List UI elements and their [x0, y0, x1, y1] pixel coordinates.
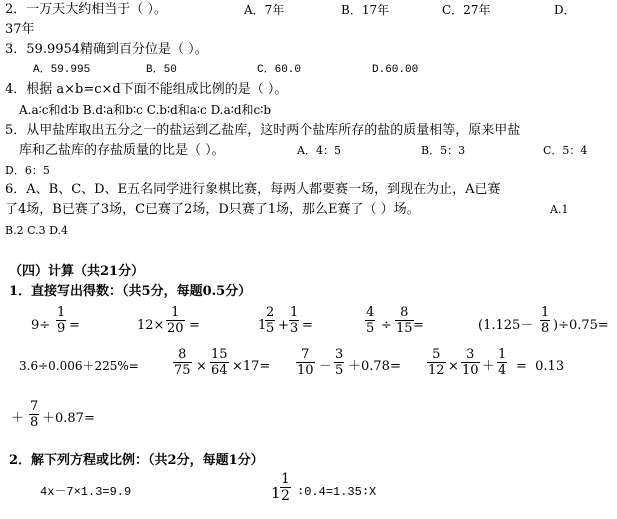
e9-den2: 10 [462, 363, 479, 378]
e4-fraction2 [395, 306, 414, 335]
e9-num1: 5 [432, 347, 441, 362]
e3-den2: 3 [290, 321, 299, 336]
e7-post: ×17= [232, 359, 271, 374]
e9-den3: 4 [498, 363, 507, 378]
eq2-den: 2 [281, 488, 290, 504]
e8-den2: 5 [335, 363, 344, 378]
e1-den: 9 [57, 321, 66, 336]
e4-num1: 4 [366, 305, 375, 320]
calc-e6: 3.6÷0.006＋225%= [19, 359, 139, 373]
e10-den: 8 [30, 415, 39, 430]
e7-den2: 64 [211, 363, 228, 378]
e3-den1: 5 [266, 321, 275, 336]
e7-fraction2 [210, 348, 229, 377]
q6-options-bcd: B.2 C.3 D.4 [5, 224, 69, 237]
e7-num2: 15 [211, 347, 228, 362]
q6-line1: 6．A、B、C、D、E五名同学进行象棋比赛，每两人都要赛一场，到现在为止，A已赛 [5, 182, 501, 197]
q5-option-d: D．6：5 [5, 164, 50, 177]
e2-fraction [166, 306, 185, 335]
e7-num1: 8 [178, 347, 187, 362]
e3-num2: 1 [290, 305, 299, 320]
q2-option-a: A．7年 [244, 3, 285, 17]
q2-option-d: D． [554, 3, 576, 17]
e1-fraction [56, 306, 66, 335]
eq2-post: ∶0.4=1.35∶X [297, 485, 377, 499]
q5-option-c: C．5：4 [543, 144, 588, 157]
e9-fraction2 [461, 348, 480, 377]
e2-post: = [189, 318, 200, 333]
e8-num2: 3 [335, 347, 344, 362]
e10-pre: ＋ [11, 411, 25, 426]
e8-den1: 10 [297, 363, 314, 378]
e10-post: ＋0.87= [42, 411, 95, 426]
q5-line1: 5．从甲盐库取出五分之一的盐运到乙盐库，这时两个盐库所存的盐的质量相等，原来甲盐 [5, 123, 521, 138]
q2-option-d-cont: 37年 [5, 22, 35, 37]
e4-den2: 15 [396, 321, 413, 336]
e4-op: ÷ [381, 318, 392, 333]
e10-fraction [29, 400, 39, 429]
e3-num1: 2 [266, 305, 275, 320]
e1-num: 1 [57, 305, 66, 320]
e8-num1: 7 [301, 347, 310, 362]
section4-sub2: 2．解下列方程或比例：（共2分，每题1分） [9, 453, 264, 468]
q5-option-b: B．5：3 [421, 144, 466, 157]
e4-den1: 5 [366, 321, 375, 336]
q3-option-b: B．50 [146, 64, 177, 76]
e5-den: 8 [541, 321, 550, 336]
q2-option-b: B．17年 [341, 3, 390, 17]
e10-num: 7 [30, 399, 39, 414]
q3-option-d: D.60.00 [372, 64, 419, 76]
e5-fraction [540, 306, 550, 335]
e7-den1: 75 [174, 363, 191, 378]
q3-option-c: C．60.0 [257, 64, 302, 76]
e9-num2: 3 [466, 347, 475, 362]
e4-post: = [413, 318, 424, 333]
q5-line2: 库和乙盐库的存盐质量的比是（ ）。 [19, 143, 225, 158]
e8-fraction2 [334, 348, 344, 377]
e9-op2: ＋ [482, 359, 496, 374]
e2-pre: 12× [137, 318, 165, 333]
e8-post: ＋0.78= [348, 359, 401, 374]
section4-title: （四）计算（共21分） [9, 264, 145, 279]
e9-post: = 0.13 [516, 359, 565, 374]
e8-op: － [319, 359, 333, 374]
q6-line2: 了4场，B已赛了3场，C已赛了2场，D只赛了1场，那么E赛了（ ）场。 [5, 202, 420, 217]
q3-option-a: A．59.995 [33, 64, 91, 76]
e5-num: 1 [541, 305, 550, 320]
e4-num2: 8 [400, 305, 409, 320]
e5-pre: (1.125－ [478, 318, 534, 333]
section4-sub1: 1．直接写出得数：（共5分，每题0.5分） [9, 284, 252, 299]
e3-fraction1 [265, 306, 275, 335]
e5-post: )÷0.75= [553, 318, 609, 333]
e9-fraction3 [497, 348, 507, 377]
e9-num3: 1 [498, 347, 507, 362]
e3-whole: 1 [258, 318, 267, 333]
e3-fraction2 [289, 306, 299, 335]
e1-post: = [69, 318, 80, 333]
eq2-fraction [280, 472, 291, 503]
q2-stem: 2．一万天大约相当于（ ）。 [5, 2, 167, 17]
e9-fraction1 [427, 348, 446, 377]
e2-den: 20 [167, 321, 184, 336]
e9-op1: × [448, 359, 459, 374]
q4-stem: 4．根据 a×b=c×d下面不能组成比例的是（ ）。 [5, 82, 288, 97]
e8-fraction1 [296, 348, 315, 377]
eq2-num: 1 [281, 471, 290, 487]
e7-op: × [196, 359, 207, 374]
e3-post: = [302, 318, 313, 333]
q3-stem: 3．59.9954精确到百分位是（ ）。 [5, 42, 208, 57]
e4-fraction1 [365, 306, 375, 335]
eq2-whole: 1 [271, 484, 281, 502]
equation-1: 4x－7×1.3=9.9 [40, 485, 132, 499]
e3-plus: + [278, 318, 289, 333]
q4-options: A.a∶c和d∶b B.d∶a和b∶c C.b∶d和a∶c D.a∶d和c∶b [19, 103, 272, 117]
e2-num: 1 [171, 305, 180, 320]
q5-option-a: A．4：5 [297, 144, 341, 157]
q6-option-a: A.1 [550, 203, 569, 216]
e9-den1: 12 [428, 363, 445, 378]
e1-pre: 9÷ [31, 318, 51, 333]
e7-fraction1 [173, 348, 192, 377]
q2-option-c: C．27年 [442, 3, 491, 17]
